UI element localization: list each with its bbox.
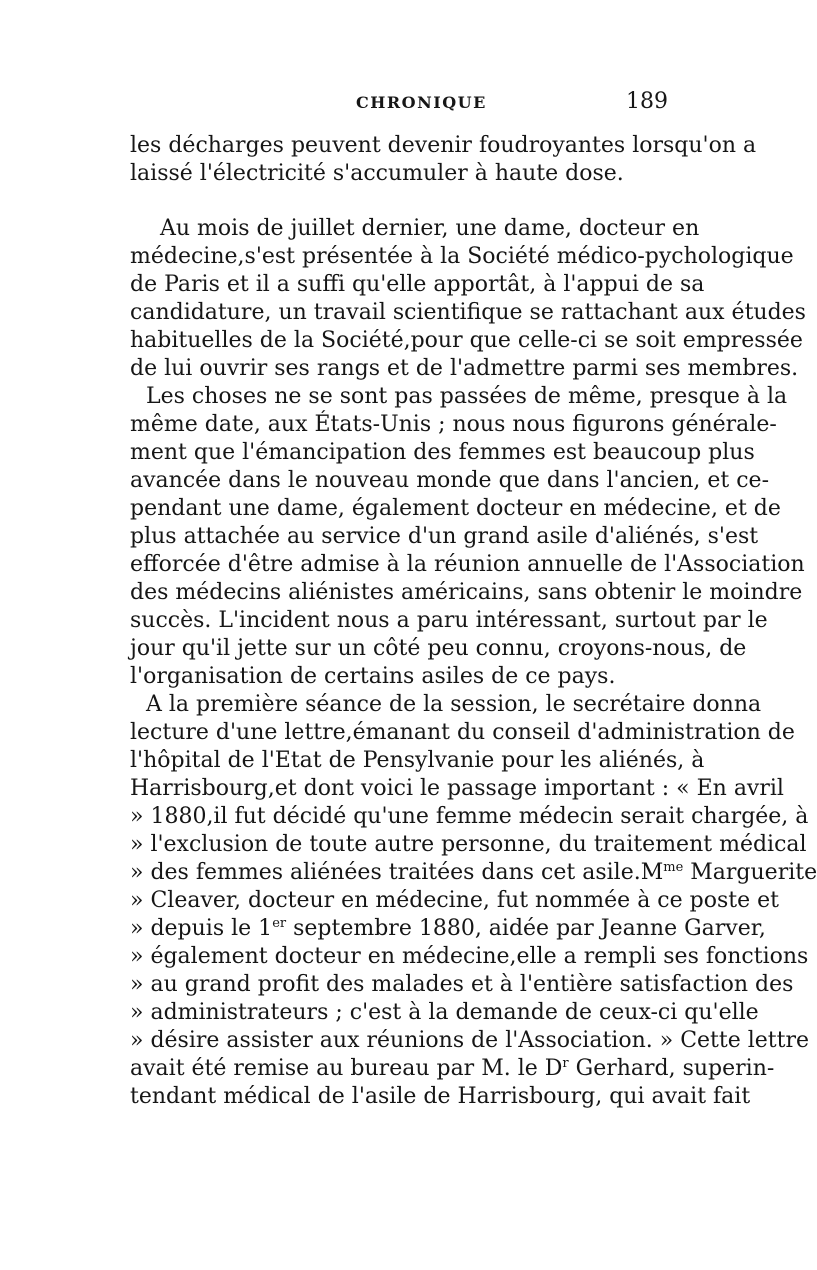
superscript: r <box>562 1056 569 1071</box>
text-line: Harrisbourg,et dont voici le passage important : « En avril <box>130 776 784 801</box>
text-line: même date, aux États-Unis ; nous nous figurons générale- <box>130 412 777 437</box>
text-line: » 1880,il fut décidé qu'une femme médecin serait chargée, à <box>130 804 809 829</box>
text-line: A la première séance de la session, le secrétaire donna <box>146 692 762 717</box>
text-line: laissé l'électricité s'accumuler à haute dose. <box>130 161 624 186</box>
text-line: » également docteur en médecine,elle a rempli ses fonctions <box>130 944 809 969</box>
text-line: de lui ouvrir ses rangs et de l'admettre parmi ses membres. <box>130 356 799 381</box>
text-segment: Marguerite <box>683 860 817 885</box>
text-line: l'hôpital de l'Etat de Pensylvanie pour les aliénés, à <box>130 748 705 773</box>
text-line: jour qu'il jette sur un côté peu connu, croyons-nous, de <box>130 636 747 661</box>
text-line: Au mois de juillet dernier, une dame, docteur en <box>160 216 700 241</box>
text-line: lecture d'une lettre,émanant du conseil d'administration de <box>130 720 795 745</box>
abbrev-mme: M <box>640 860 664 885</box>
text-line: pendant une dame, également docteur en médecine, et de <box>130 496 781 521</box>
text-line: les décharges peuvent devenir foudroyantes lorsqu'on a <box>130 133 757 158</box>
text-line: avancée dans le nouveau monde que dans l'ancien, et ce- <box>130 468 770 493</box>
running-head-title: CHRONIQUE <box>356 93 487 112</box>
text-line: » l'exclusion de toute autre personne, du traitement médical <box>130 832 807 857</box>
text-line: habituelles de la Société,pour que celle-ci se soit empressée <box>130 328 803 353</box>
text-line: médecine,s'est présentée à la Société médico-pychologique <box>130 244 794 269</box>
text-line: tendant médical de l'asile de Harrisbourg, qui avait fait <box>130 1084 751 1109</box>
text-line: » au grand profit des malades et à l'entière satisfaction des <box>130 972 794 997</box>
text-segment: septembre 1880, aidée par Jeanne Garver, <box>286 916 766 941</box>
text-line: » Cleaver, docteur en médecine, fut nommée à ce poste et <box>130 888 779 913</box>
page-number: 189 <box>626 89 668 114</box>
text-segment: avait été remise au bureau par M. le D <box>130 1056 563 1081</box>
text-line: » désire assister aux réunions de l'Association. » Cette lettre <box>130 1028 810 1053</box>
text-line: plus attachée au service d'un grand asile d'aliénés, s'est <box>130 524 759 549</box>
text-segment: Gerhard, superin- <box>568 1056 775 1081</box>
text-line: ment que l'émancipation des femmes est beaucoup plus <box>130 440 755 465</box>
text-line: candidature, un travail scientifique se rattachant aux études <box>130 300 806 325</box>
text-segment: » depuis le 1 <box>130 916 273 941</box>
text-line: succès. L'incident nous a paru intéressant, surtout par le <box>130 608 768 633</box>
text-line: de Paris et il a suffi qu'elle apportât, à l'appui de sa <box>130 272 705 297</box>
text-segment: » des femmes aliénées traitées dans cet asile. <box>130 860 641 885</box>
text-line: Les choses ne se sont pas passées de même, presque à la <box>146 384 788 409</box>
text-line: des médecins aliénistes américains, sans obtenir le moindre <box>130 580 803 605</box>
text-line: » administrateurs ; c'est à la demande de ceux-ci qu'elle <box>130 1000 759 1025</box>
running-head <box>0 89 800 119</box>
text-line: l'organisation de certains asiles de ce pays. <box>130 664 616 689</box>
text-line: efforcée d'être admise à la réunion annuelle de l'Association <box>130 552 805 577</box>
superscript: er <box>272 916 287 931</box>
superscript: me <box>663 860 684 875</box>
